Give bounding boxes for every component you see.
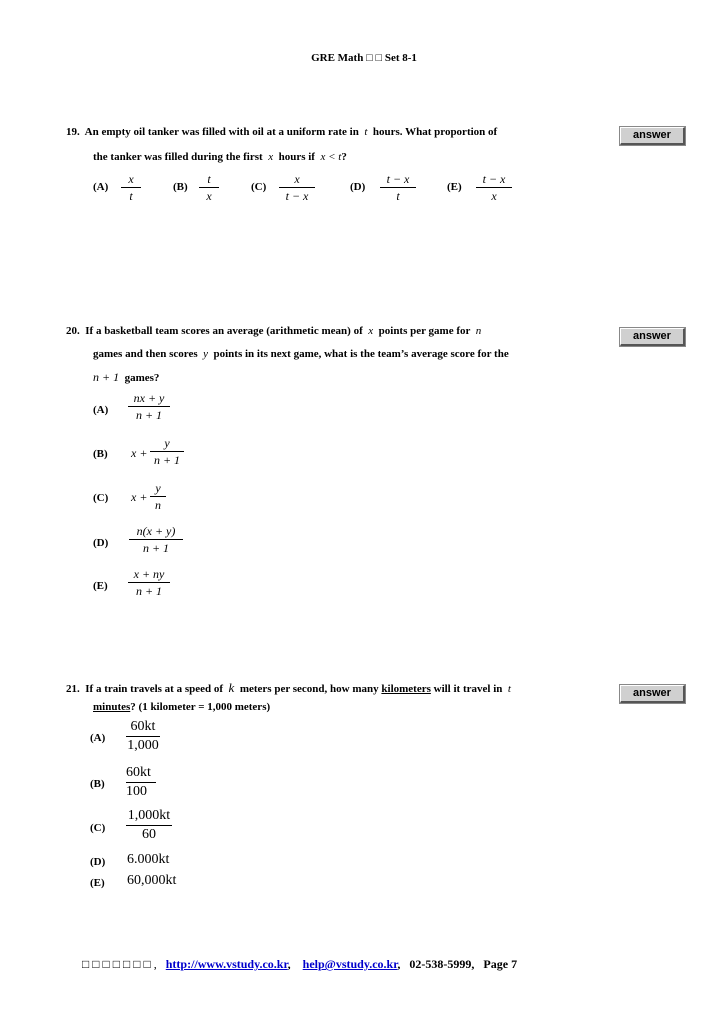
q21-choice-d-label: (D) bbox=[90, 856, 106, 868]
q20-number: 20. bbox=[66, 325, 80, 337]
q19-var-x: x bbox=[268, 151, 274, 163]
footer-sep2: , bbox=[397, 957, 401, 971]
q19-choice-e-num: t − x bbox=[482, 172, 506, 186]
q20-choice-d-label: (D) bbox=[93, 537, 109, 549]
q19-choice-b-label: (B) bbox=[173, 181, 188, 193]
q21-var-t: t bbox=[507, 683, 511, 695]
q19-text-1a: An empty oil tanker was filled with oil at a uniform rate in bbox=[84, 126, 359, 138]
q20-choice-c-num: y bbox=[155, 481, 161, 495]
q21-kilometers: kilometers bbox=[381, 683, 431, 695]
q20-var-x: x bbox=[368, 325, 374, 337]
q20-choice-a-num: nx + y bbox=[133, 391, 165, 405]
q20-choice-e-label: (E) bbox=[93, 580, 108, 592]
q19-text-2c: ? bbox=[341, 151, 347, 163]
footer-url-link[interactable]: http://www.vstudy.co.kr bbox=[165, 957, 288, 971]
q19-text-1b: hours. What proportion of bbox=[372, 126, 498, 138]
q20-var-y: y bbox=[203, 348, 208, 360]
q21-text-1b: meters per second, how many bbox=[239, 683, 379, 695]
q19-text-2b: hours if bbox=[278, 151, 315, 163]
q20-var-n: n bbox=[475, 325, 482, 337]
q20-choice-d-fraction bbox=[129, 524, 183, 555]
q21-choice-e-text: 60,000kt bbox=[127, 873, 177, 888]
q21-minutes: minutes bbox=[93, 701, 131, 713]
q19-choice-e-fraction bbox=[476, 172, 512, 203]
footer-page-number: Page 7 bbox=[483, 957, 518, 971]
q21-choice-a-num: 60kt bbox=[130, 719, 156, 734]
q20-choice-b-num: y bbox=[164, 436, 170, 450]
q20-choice-e-fraction bbox=[128, 567, 170, 598]
q21-choice-c-fraction bbox=[126, 808, 172, 843]
q21-line1 bbox=[66, 680, 511, 696]
q20-choice-e-den: n + 1 bbox=[135, 584, 163, 598]
q19-choice-a-num: x bbox=[128, 172, 134, 186]
q21-choice-b-den: 100 bbox=[126, 784, 147, 799]
q19-choice-d-fraction bbox=[380, 172, 416, 203]
q19-choice-a-label: (A) bbox=[93, 181, 109, 193]
q21-choice-b-fraction bbox=[126, 765, 156, 800]
q19-var-t: t bbox=[364, 126, 368, 138]
q20-expr-n-plus-1: n + 1 bbox=[93, 370, 120, 384]
q21-answer-button[interactable]: answer bbox=[620, 685, 685, 703]
page-footer bbox=[82, 957, 517, 972]
footer-org: □ □ □ □ □ □ □ , bbox=[82, 957, 157, 971]
q20-line3 bbox=[93, 370, 159, 385]
q20-line2 bbox=[93, 348, 509, 360]
q21-choice-b-num: 60kt bbox=[126, 765, 151, 780]
q20-choice-d-num: n(x + y) bbox=[136, 524, 176, 538]
q19-choice-d-label: (D) bbox=[350, 181, 366, 193]
q20-choice-e-num: x + ny bbox=[133, 567, 165, 581]
q20-choice-b-den: n + 1 bbox=[153, 453, 181, 467]
q19-condition: x < t bbox=[320, 151, 342, 163]
q20-choice-a-den: n + 1 bbox=[135, 408, 163, 422]
q19-choice-c-den: t − x bbox=[285, 189, 309, 203]
q20-text-1a: If a basketball team scores an average (arithmetic mean) of bbox=[85, 325, 363, 337]
footer-phone: 02-538-5999, bbox=[409, 957, 475, 971]
q21-choice-a-fraction bbox=[126, 719, 160, 754]
footer-sep1: , bbox=[287, 957, 291, 971]
q19-choice-b-num: t bbox=[207, 172, 211, 186]
q19-text-2a: the tanker was filled during the first bbox=[93, 151, 263, 163]
q20-choice-a-fraction bbox=[128, 391, 170, 422]
q20-choice-a-label: (A) bbox=[93, 404, 109, 416]
q21-choice-c-den: 60 bbox=[142, 827, 156, 842]
page-header: GRE Math □ □ Set 8-1 bbox=[311, 52, 417, 64]
q19-number: 19. bbox=[66, 126, 80, 138]
q19-choice-c-num: x bbox=[294, 172, 300, 186]
q20-choice-c-fraction bbox=[150, 481, 166, 512]
q19-choice-e-den: x bbox=[491, 189, 497, 203]
q19-line2 bbox=[93, 151, 347, 163]
q19-choice-b-den: x bbox=[206, 189, 212, 203]
q21-choice-e-label: (E) bbox=[90, 877, 105, 889]
q20-choice-d-den: n + 1 bbox=[142, 541, 170, 555]
q21-choice-d-text: 6.000kt bbox=[127, 852, 170, 867]
q20-text-2b: points in its next game, what is the team’s average score for the bbox=[213, 348, 509, 360]
q21-choice-b-label: (B) bbox=[90, 778, 105, 790]
q20-choice-b-prefix: x + bbox=[131, 446, 148, 460]
q19-choice-c-fraction bbox=[279, 172, 315, 203]
q21-line2 bbox=[93, 701, 270, 713]
q20-choice-b-fraction bbox=[150, 436, 184, 467]
q21-number: 21. bbox=[66, 683, 80, 695]
q20-choice-c-label: (C) bbox=[93, 492, 109, 504]
q20-text-1b: points per game for bbox=[378, 325, 471, 337]
q21-text-1a: If a train travels at a speed of bbox=[85, 683, 224, 695]
q19-answer-button[interactable]: answer bbox=[620, 127, 685, 145]
q20-text-2a: games and then scores bbox=[93, 348, 198, 360]
q20-answer-button[interactable]: answer bbox=[620, 328, 685, 346]
q21-text-1c: will it travel in bbox=[433, 683, 503, 695]
q19-line1 bbox=[66, 126, 497, 138]
q19-choice-d-num: t − x bbox=[386, 172, 410, 186]
q19-choice-b-fraction bbox=[199, 172, 219, 203]
q21-var-k: k bbox=[228, 680, 235, 695]
q20-choice-c-prefix: x + bbox=[131, 490, 148, 504]
q19-choice-a-fraction bbox=[121, 172, 141, 203]
q20-line1 bbox=[66, 325, 481, 337]
footer-email-link[interactable]: help@vstudy.co.kr bbox=[302, 957, 398, 971]
q19-choice-d-den: t bbox=[396, 189, 400, 203]
q21-choice-a-den: 1,000 bbox=[127, 738, 159, 753]
q19-choice-c-label: (C) bbox=[251, 181, 267, 193]
q19-choice-e-label: (E) bbox=[447, 181, 462, 193]
q20-choice-b-label: (B) bbox=[93, 448, 108, 460]
q19-choice-a-den: t bbox=[129, 189, 133, 203]
q21-choice-c-label: (C) bbox=[90, 822, 106, 834]
q21-text-2b: ? (1 kilometer = 1,000 meters) bbox=[130, 701, 271, 713]
q20-text-3b: games? bbox=[124, 372, 160, 384]
q21-choice-c-num: 1,000kt bbox=[127, 808, 171, 823]
q21-choice-a-label: (A) bbox=[90, 732, 106, 744]
q20-choice-c-den: n bbox=[155, 498, 161, 512]
